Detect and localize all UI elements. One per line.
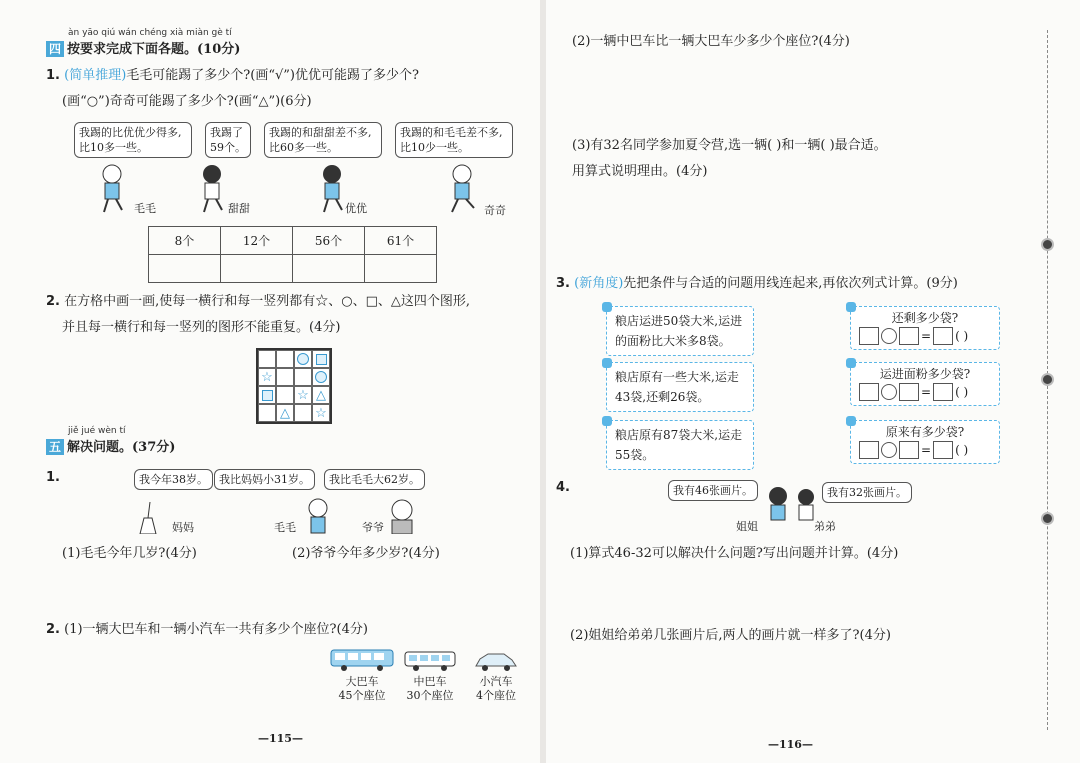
vehicle-seats: 30个座位 <box>406 689 454 702</box>
triangle-icon: △ <box>280 405 290 421</box>
square-icon <box>316 354 327 365</box>
grid-cell <box>276 404 294 422</box>
vehicle-minibus-label <box>400 675 460 703</box>
p1-number: 1. <box>46 470 60 485</box>
children-illustration <box>90 160 530 220</box>
puzzle-piece-icon <box>846 358 856 368</box>
answer-table <box>148 226 437 283</box>
puzzle-piece-icon <box>846 302 856 312</box>
condition-card[interactable]: 粮店原有87袋大米,运走55袋。 <box>606 420 754 470</box>
grid-cell[interactable] <box>258 350 276 368</box>
question-card-title: 还剩多少袋? <box>891 311 959 325</box>
right-page <box>546 0 1080 763</box>
answer-cell[interactable] <box>221 255 293 283</box>
minibus-icon <box>404 650 456 672</box>
blank-box[interactable] <box>859 441 879 459</box>
puzzle-piece-icon <box>846 416 856 426</box>
page-number-right: —116— <box>768 738 813 751</box>
puzzle-piece-icon <box>602 416 612 426</box>
q2-line1 <box>46 292 470 312</box>
q3-tag: (新角度) <box>574 276 624 291</box>
section5-pinyin: jiě jué wèn tí <box>68 426 126 436</box>
operator-circle[interactable] <box>881 384 897 400</box>
q2-number: 2. <box>46 294 60 309</box>
section4-heading <box>46 40 240 60</box>
grid-cell[interactable] <box>276 368 294 386</box>
kid-label-maomao: 毛毛 <box>134 202 156 215</box>
operator-circle[interactable] <box>881 328 897 344</box>
section4-title: 按要求完成下面各题。(10分) <box>67 42 241 57</box>
operator-circle[interactable] <box>881 442 897 458</box>
equation-blanks <box>859 441 968 459</box>
vehicle-car-label <box>466 675 526 703</box>
bus-icon <box>330 648 394 672</box>
q1-text-line2: (画“○”)奇奇可能踢了多少个?(画“△”)(6分) <box>62 94 312 109</box>
unit-paren: ( ) <box>955 329 969 343</box>
section5-badge: 五 <box>46 439 64 455</box>
table-header: 61个 <box>365 227 437 255</box>
p2-question2: (2)一辆中巴车比一辆大巴车少多少个座位?(4分) <box>572 34 850 49</box>
blank-box[interactable] <box>899 441 919 459</box>
grid-cell <box>312 368 330 386</box>
vehicle-seats: 4个座位 <box>476 689 516 702</box>
grid-cell[interactable] <box>294 404 312 422</box>
q1-tag: (简单推理) <box>64 68 127 83</box>
blank-box[interactable] <box>933 327 953 345</box>
blank-box[interactable] <box>933 441 953 459</box>
q4-question1: (1)算式46-32可以解决什么问题?写出问题并计算。(4分) <box>570 546 899 561</box>
question-card-title: 原来有多少袋? <box>885 425 965 439</box>
p2-question3-line1: (3)有32名同学参加夏令营,选一辆( )和一辆( )最合适。 <box>572 138 887 153</box>
equation-blanks <box>859 327 968 345</box>
bubble-tiantian: 我踢了59个。 <box>205 122 251 158</box>
p1-question2: (2)爷爷今年多少岁?(4分) <box>292 546 440 561</box>
grid-cell <box>258 368 276 386</box>
binding-hole-icon <box>1041 512 1054 525</box>
shape-grid <box>256 348 332 424</box>
grid-cell <box>312 350 330 368</box>
puzzle-piece-icon <box>602 302 612 312</box>
equation-blanks <box>859 383 968 401</box>
grid-cell[interactable] <box>294 368 312 386</box>
answer-cell[interactable] <box>149 255 221 283</box>
p2-question3-line2: 用算式说明理由。(4分) <box>572 164 708 179</box>
circle-icon <box>297 353 309 365</box>
grid-cell[interactable] <box>258 404 276 422</box>
table-header: 56个 <box>293 227 365 255</box>
page-number-left: —115— <box>258 732 303 745</box>
bubble-maomao-age: 我比妈妈小31岁。 <box>214 469 315 490</box>
siblings-illustration <box>756 486 826 522</box>
p2-question1: (1)一辆大巴车和一辆小汽车一共有多少个座位?(4分) <box>64 622 368 637</box>
blank-box[interactable] <box>859 327 879 345</box>
star-icon: ☆ <box>297 387 309 403</box>
bubble-youyou: 我踢的和甜甜差不多,比60多一些。 <box>264 122 382 158</box>
kid-label-youyou: 优优 <box>345 202 367 215</box>
bubble-maomao: 我踢的比优优少得多,比10多一些。 <box>74 122 192 158</box>
unit-paren: ( ) <box>955 385 969 399</box>
equals-sign: = <box>921 329 932 343</box>
bubble-grandpa: 我比毛毛大62岁。 <box>324 469 425 490</box>
q2-text-line1: 在方格中画一画,使每一横行和每一竖列都有☆、○、□、△这四个图形, <box>64 294 471 309</box>
person-label-brother: 弟弟 <box>814 520 836 533</box>
answer-cell[interactable] <box>293 255 365 283</box>
answer-cell[interactable] <box>365 255 437 283</box>
q1-text-line1: 毛毛可能踢了多少个?(画“√”)优优可能踢了多少个? <box>126 68 419 83</box>
bubble-sister: 我有46张画片。 <box>668 480 758 501</box>
blank-box[interactable] <box>933 383 953 401</box>
triangle-icon: △ <box>316 387 326 403</box>
kid-label-qiqi: 奇奇 <box>484 204 506 217</box>
maomao-figure <box>309 499 327 533</box>
vehicle-name: 小汽车 <box>479 675 513 688</box>
brother-figure <box>798 489 814 520</box>
kid-qiqi-figure <box>452 165 474 212</box>
grid-cell[interactable] <box>276 386 294 404</box>
equals-sign: = <box>921 385 932 399</box>
p1-question1: (1)毛毛今年几岁?(4分) <box>62 546 197 561</box>
table-header: 12个 <box>221 227 293 255</box>
bubble-brother: 我有32张画片。 <box>822 482 912 503</box>
q1-number: 1. <box>46 68 60 83</box>
star-icon: ☆ <box>261 369 273 385</box>
puzzle-piece-icon <box>602 358 612 368</box>
q2-text-line2: 并且每一横行和每一竖列的图形不能重复。(4分) <box>62 320 341 335</box>
circle-icon <box>315 371 327 383</box>
question-card[interactable] <box>850 306 1000 350</box>
person-label-maomao: 毛毛 <box>274 521 296 534</box>
mom-figure <box>140 502 156 534</box>
person-label-sister: 姐姐 <box>736 520 758 533</box>
section5-heading <box>46 438 175 458</box>
q3-text: 先把条件与合适的问题用线连起来,再依次列式计算。(9分) <box>623 276 958 291</box>
question-card[interactable] <box>850 362 1000 406</box>
binding-hole-icon <box>1041 238 1054 251</box>
vehicle-name: 大巴车 <box>345 675 379 688</box>
grid-cell <box>294 350 312 368</box>
question-card[interactable] <box>850 420 1000 464</box>
grid-cell <box>312 404 330 422</box>
section4-badge: 四 <box>46 41 64 57</box>
blank-box[interactable] <box>899 383 919 401</box>
bubble-mom: 我今年38岁。 <box>134 469 213 490</box>
p2-number: 2. <box>46 622 60 637</box>
blank-box[interactable] <box>859 383 879 401</box>
section4-pinyin: àn yāo qiú wán chéng xià miàn gè tí <box>68 28 232 38</box>
grid-cell <box>294 386 312 404</box>
p2-line1 <box>46 620 368 640</box>
kid-tiantian-figure <box>203 165 222 212</box>
q3-number: 3. <box>556 276 570 291</box>
sister-figure <box>769 487 787 520</box>
q4-number: 4. <box>556 480 570 495</box>
person-label-mom: 妈妈 <box>172 521 194 534</box>
vehicle-seats: 45个座位 <box>338 689 386 702</box>
q1-line1 <box>46 66 419 86</box>
blank-box[interactable] <box>899 327 919 345</box>
car-icon <box>474 652 518 672</box>
bubble-qiqi: 我踢的和毛毛差不多,比10少一些。 <box>395 122 513 158</box>
vehicle-name: 中巴车 <box>413 675 447 688</box>
unit-paren: ( ) <box>955 443 969 457</box>
table-header: 8个 <box>149 227 221 255</box>
q4-question2: (2)姐姐给弟弟几张画片后,两人的画片就一样多了?(4分) <box>570 628 891 643</box>
star-icon: ☆ <box>315 405 327 421</box>
grid-cell <box>312 386 330 404</box>
question-card-title: 运进面粉多少袋? <box>879 367 971 381</box>
kid-maomao-figure <box>103 165 122 212</box>
condition-card[interactable]: 粮店原有一些大米,运走43袋,还剩26袋。 <box>606 362 754 412</box>
vehicle-bus-label <box>330 675 394 703</box>
person-label-grandpa: 爷爷 <box>362 521 384 534</box>
q3-line <box>556 274 958 294</box>
grandpa-figure <box>392 500 412 534</box>
kid-label-tiantian: 甜甜 <box>228 202 250 215</box>
grid-cell <box>258 386 276 404</box>
equals-sign: = <box>921 443 932 457</box>
condition-card[interactable]: 粮店运进50袋大米,运进的面粉比大米多8袋。 <box>606 306 754 356</box>
binding-hole-icon <box>1041 373 1054 386</box>
section5-title: 解决问题。(37分) <box>67 440 176 455</box>
grid-cell[interactable] <box>276 350 294 368</box>
square-icon <box>262 390 273 401</box>
kid-youyou-figure <box>323 165 342 212</box>
